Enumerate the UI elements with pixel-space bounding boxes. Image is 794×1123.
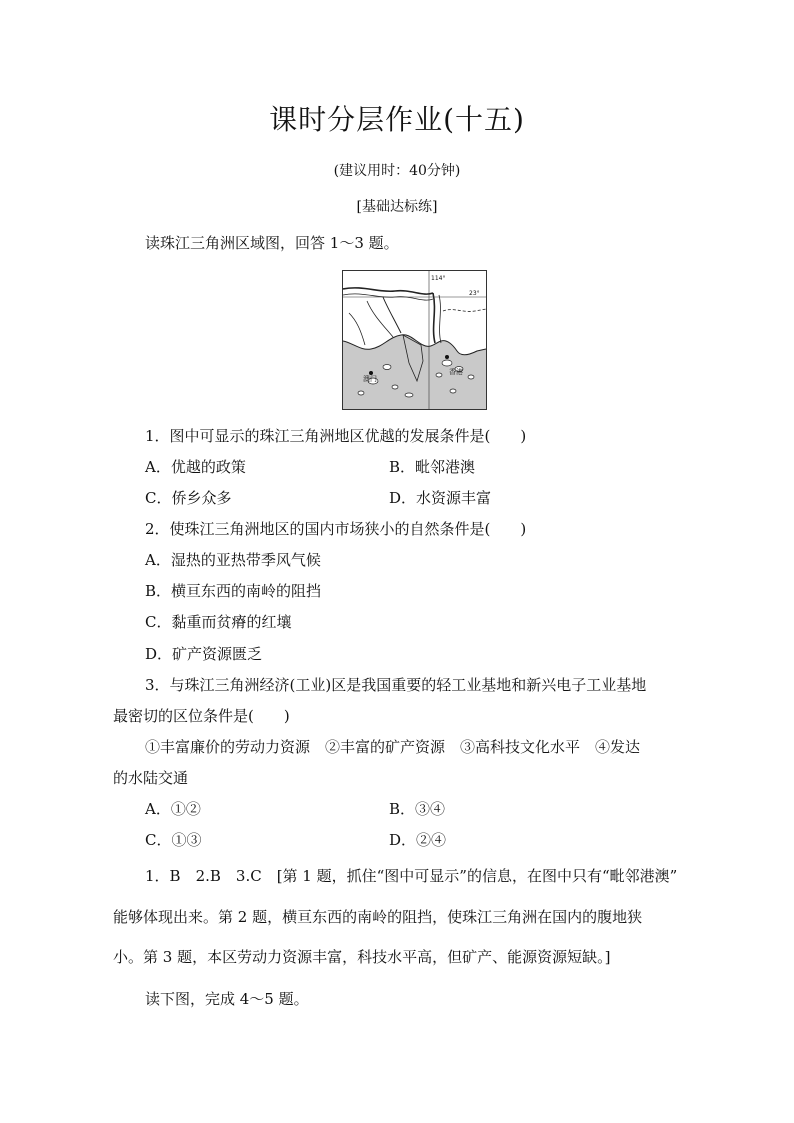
- q3-stem-line1: 3．与珠江三角洲经济(工业)区是我国重要的轻工业基地和新兴电子工业基地: [145, 676, 647, 694]
- answer-line3: 小。第 3 题，本区劳动力资源丰富，科技水平高，但矿产、能源资源短缺。]: [113, 948, 611, 966]
- q2-option-d: D．矿产资源匮乏: [145, 645, 263, 663]
- q2-stem: 2．使珠江三角洲地区的国内市场狭小的自然条件是( ): [145, 520, 527, 538]
- q3-option-b: B．③④: [389, 800, 446, 818]
- macau-label: 澳门: [363, 375, 377, 383]
- page-title: 课时分层作业(十五): [269, 103, 525, 136]
- answer-line1: 1．B 2.B 3.C [第 1 题，抓住“图中可显示”的信息，在图中只有“毗邻港澳”: [145, 867, 678, 885]
- q1-option-b: B．毗邻港澳: [389, 458, 476, 476]
- latitude-label: 23°: [469, 290, 480, 297]
- q3-option-a: A．①②: [145, 800, 201, 818]
- q1-option-c: C．侨乡众多: [145, 489, 232, 507]
- q2-option-b: B．横亘东西的南岭的阻挡: [145, 582, 322, 600]
- q3-items-line1: ①丰富廉价的劳动力资源 ②丰富的矿产资源 ③高科技文化水平 ④发达: [145, 738, 641, 756]
- answer-line2: 能够体现出来。第 2 题，横亘东西的南岭的阻挡，使珠江三角洲在国内的腹地狭: [113, 908, 643, 926]
- q1-stem: 1．图中可显示的珠江三角洲地区优越的发展条件是( ): [145, 427, 527, 445]
- q3-stem-line2: 最密切的区位条件是( ): [113, 707, 290, 725]
- q2-option-a: A．湿热的亚热带季风气候: [145, 551, 321, 569]
- longitude-label: 114°: [431, 275, 446, 282]
- q2-option-c: C．黏重而贫瘠的红壤: [145, 613, 292, 631]
- q1-option-d: D．水资源丰富: [389, 489, 492, 507]
- hongkong-dot: [445, 355, 449, 359]
- q3-option-d: D．②④: [389, 831, 447, 849]
- q3-items-line2: 的水陆交通: [113, 769, 189, 787]
- hongkong-label: 香港: [449, 368, 463, 376]
- q1-option-a: A．优越的政策: [145, 458, 246, 476]
- suggested-time: (建议用时：40分钟): [333, 163, 461, 179]
- q3-option-c: C．①③: [145, 831, 202, 849]
- pearl-river-delta-map: [342, 270, 487, 410]
- section-heading: [基础达标练]: [356, 199, 438, 215]
- intro-text: 读珠江三角洲区域图，回答 1～3 题。: [145, 234, 399, 252]
- map-drawing: [343, 271, 486, 409]
- intro-text-2: 读下图，完成 4～5 题。: [145, 990, 309, 1008]
